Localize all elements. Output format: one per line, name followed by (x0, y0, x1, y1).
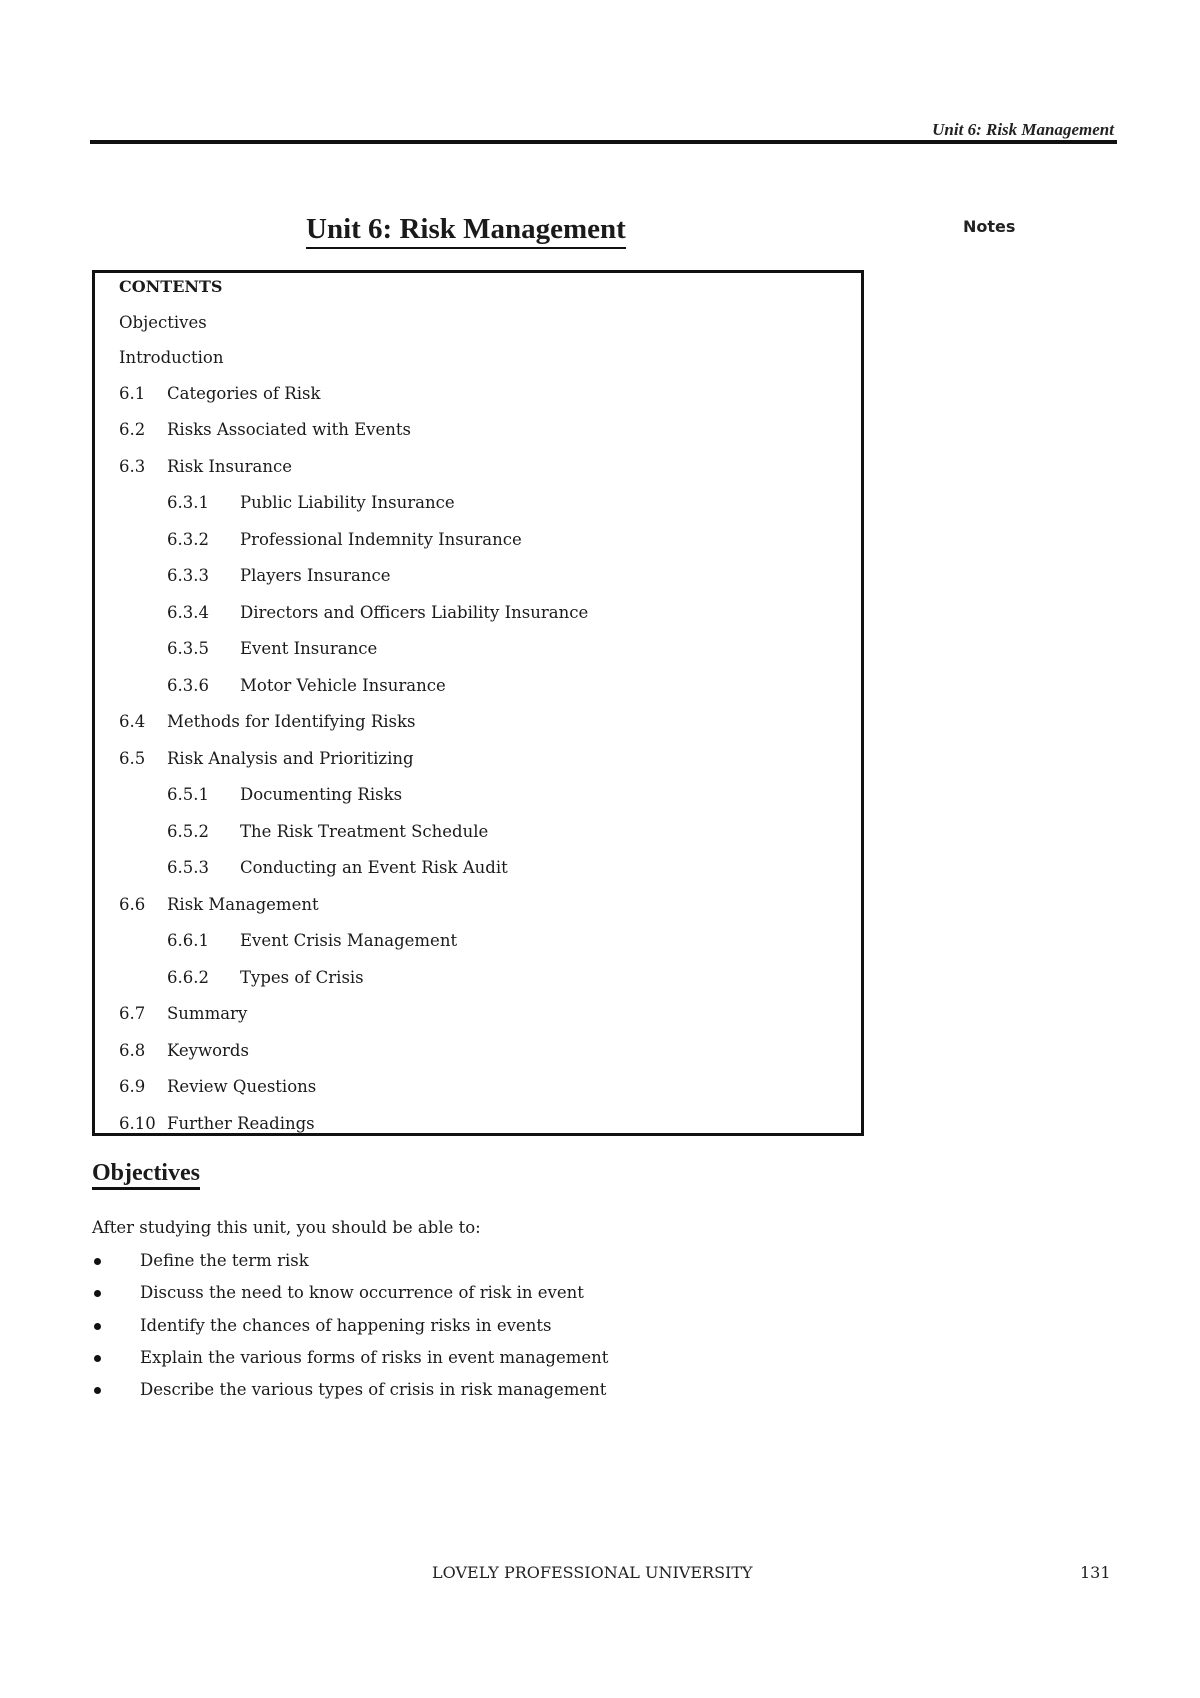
toc-item-number: 6.3.3 (167, 566, 209, 585)
toc-item-label: Types of Crisis (240, 968, 364, 987)
toc-item-label: Objectives (119, 313, 207, 332)
toc-item-label: Event Crisis Management (240, 931, 458, 950)
toc-item-label: Methods for Identifying Risks (167, 712, 416, 731)
toc-item-number: 6.5.1 (167, 785, 209, 804)
unit-title: Unit 6: Risk Management (306, 214, 626, 249)
toc-item-label: Public Liability Insurance (240, 493, 455, 512)
toc-item-number: 6.3.1 (167, 493, 209, 512)
objectives-intro: After studying this unit, you should be able to: (92, 1218, 481, 1237)
contents-heading: CONTENTS (119, 277, 223, 296)
toc-item-label: Event Insurance (240, 639, 378, 658)
toc-item-number: 6.6.1 (167, 931, 209, 950)
toc-item-number: 6.7 (119, 1004, 146, 1023)
toc-item-number: 6.5.2 (167, 822, 209, 841)
objective-text: Discuss the need to know occurrence of risk in event (140, 1283, 584, 1302)
toc-item-label: Documenting Risks (240, 785, 403, 804)
toc-item-label: Introduction (119, 348, 224, 367)
objective-text: Describe the various types of crisis in risk management (140, 1380, 607, 1399)
page-number: 131 (1080, 1563, 1111, 1582)
toc-item-label: Risk Insurance (167, 457, 293, 476)
toc-item-number: 6.3 (119, 457, 146, 476)
toc-item-number: 6.3.4 (167, 603, 209, 622)
toc-item-number: 6.3.6 (167, 676, 209, 695)
bullet-icon (94, 1258, 101, 1265)
toc-item-number: 6.3.5 (167, 639, 209, 658)
toc-item-label: Risk Management (167, 895, 319, 914)
objective-text: Define the term risk (140, 1251, 309, 1270)
toc-item-number: 6.5.3 (167, 858, 209, 877)
toc-item-number: 6.10 (119, 1114, 156, 1133)
objectives-heading: Objectives (92, 1160, 200, 1190)
toc-item-number: 6.8 (119, 1041, 146, 1060)
toc-item-label: Professional Indemnity Insurance (240, 530, 522, 549)
bullet-icon (94, 1355, 101, 1362)
toc-item-label: Motor Vehicle Insurance (240, 676, 446, 695)
toc-item-number: 6.5 (119, 749, 146, 768)
bullet-icon (94, 1323, 101, 1330)
running-header: Unit 6: Risk Management (932, 120, 1114, 139)
toc-item-label: Keywords (167, 1041, 249, 1060)
objective-text: Explain the various forms of risks in event management (140, 1348, 609, 1367)
toc-item-label: Categories of Risk (167, 384, 321, 403)
bullet-icon (94, 1290, 101, 1297)
objective-text: Identify the chances of happening risks in events (140, 1316, 552, 1335)
bullet-icon (94, 1387, 101, 1394)
toc-item-number: 6.9 (119, 1077, 146, 1096)
toc-item-label: Risk Analysis and Prioritizing (167, 749, 414, 768)
toc-item-number: 6.1 (119, 384, 146, 403)
toc-item-number: 6.6 (119, 895, 146, 914)
toc-item-label: The Risk Treatment Schedule (240, 822, 489, 841)
toc-item-label: Players Insurance (240, 566, 391, 585)
toc-item-number: 6.4 (119, 712, 146, 731)
footer-university: LOVELY PROFESSIONAL UNIVERSITY (432, 1563, 753, 1582)
toc-item-number: 6.3.2 (167, 530, 209, 549)
toc-item-number: 6.6.2 (167, 968, 209, 987)
toc-item-label: Directors and Officers Liability Insurance (240, 603, 589, 622)
header-rule (90, 140, 1117, 144)
toc-item-label: Further Readings (167, 1114, 315, 1133)
contents-box (92, 270, 864, 1136)
toc-item-label: Risks Associated with Events (167, 420, 411, 439)
toc-item-number: 6.2 (119, 420, 146, 439)
notes-label: Notes (963, 217, 1016, 236)
toc-item-label: Conducting an Event Risk Audit (240, 858, 508, 877)
toc-item-label: Summary (167, 1004, 248, 1023)
toc-item-label: Review Questions (167, 1077, 317, 1096)
